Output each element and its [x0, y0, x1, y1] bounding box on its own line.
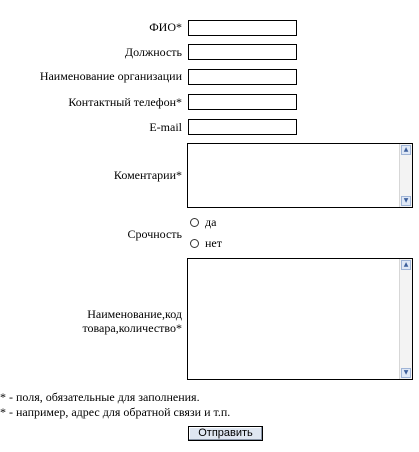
urgency-yes-radio[interactable]: [190, 218, 199, 227]
scroll-up-arrow-icon[interactable]: ▲: [401, 145, 411, 155]
comments-scrollbar[interactable]: [399, 144, 412, 207]
submit-button[interactable]: Отправить: [188, 426, 263, 441]
email-input[interactable]: [188, 119, 297, 135]
phone-input[interactable]: [188, 94, 297, 110]
organization-label: Наименование организации: [39, 69, 182, 83]
scroll-up-arrow-icon[interactable]: ▲: [401, 260, 411, 270]
comments-label: Коментарии*: [113, 168, 182, 182]
fio-label: ФИО*: [149, 20, 182, 34]
urgency-no-label: нет: [205, 236, 222, 250]
urgency-no-radio[interactable]: [190, 239, 199, 248]
example-note: * - например, адрес для обратной связи и т.п.: [0, 405, 231, 419]
urgency-yes-label: да: [205, 215, 217, 229]
position-label: Должность: [124, 45, 182, 59]
organization-input[interactable]: [188, 69, 297, 85]
product-textarea[interactable]: [187, 258, 413, 380]
scroll-down-arrow-icon[interactable]: ▼: [401, 196, 411, 206]
email-label: E-mail: [149, 120, 182, 134]
position-input[interactable]: [188, 44, 297, 60]
product-label-line1: Наименование,код: [87, 307, 182, 321]
fio-input[interactable]: [188, 20, 297, 36]
urgency-label: Срочность: [127, 227, 182, 241]
phone-label: Контактный телефон*: [68, 95, 182, 109]
comments-textarea[interactable]: [187, 143, 413, 208]
scroll-down-arrow-icon[interactable]: ▼: [401, 368, 411, 378]
required-note: * - поля, обязательные для заполнения.: [0, 390, 200, 404]
product-scrollbar[interactable]: [399, 259, 412, 379]
product-label-line2: товара,количество*: [82, 321, 182, 335]
